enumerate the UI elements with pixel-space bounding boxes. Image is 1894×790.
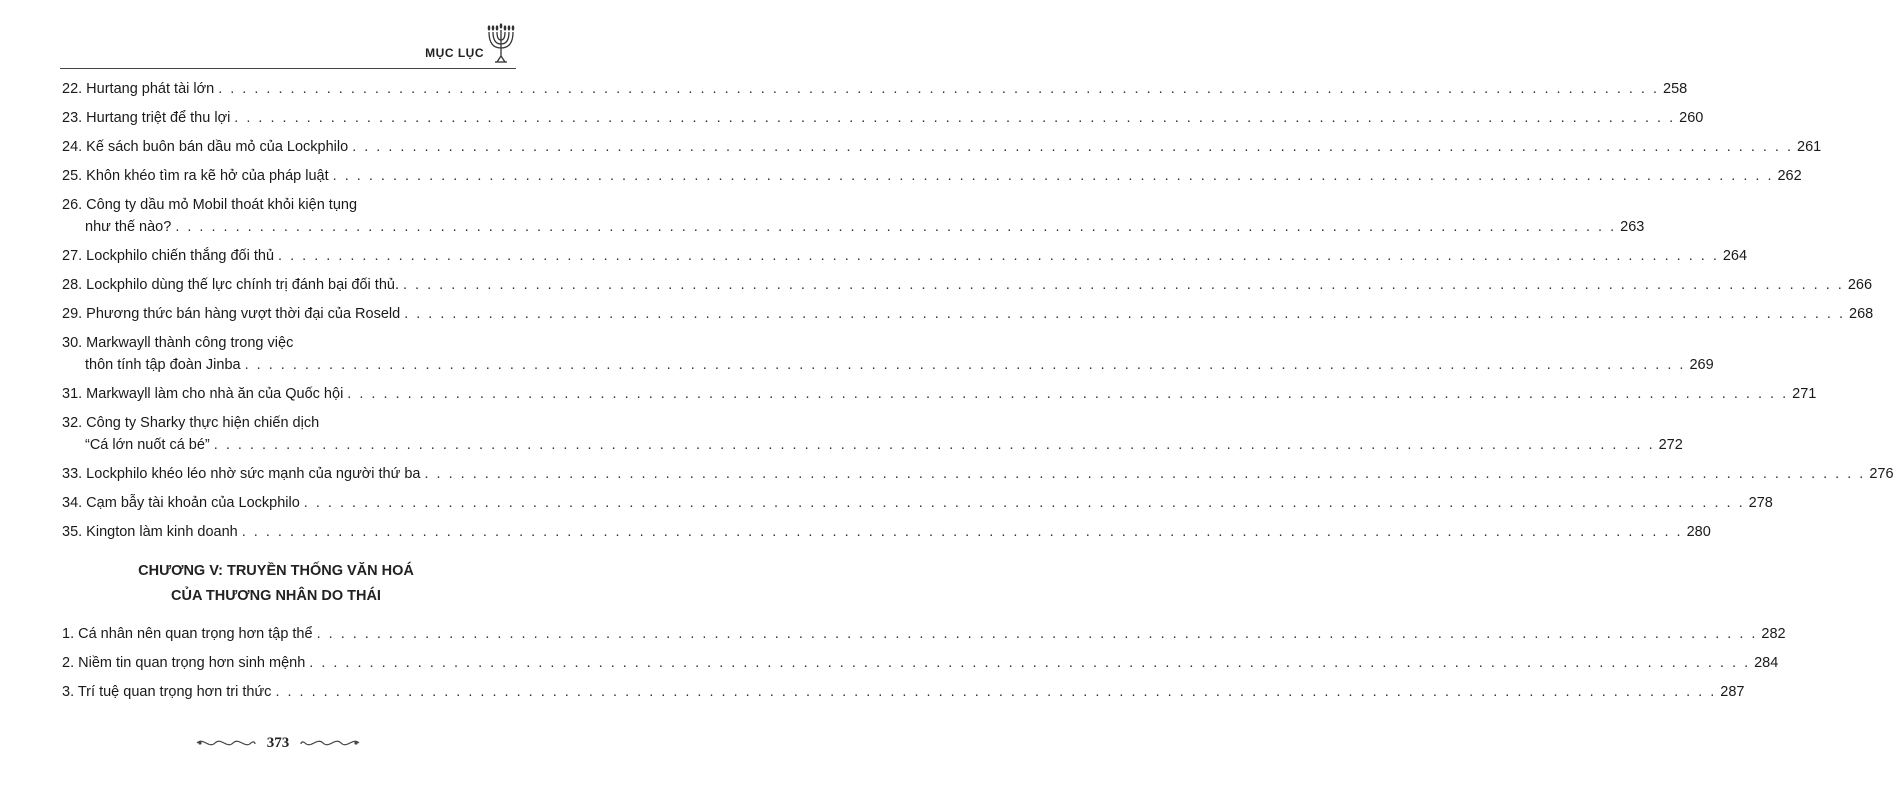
toc-entry <box>62 136 1822 158</box>
toc-entry-title: 31. Markwayll làm cho nhà ăn của Quốc hội <box>62 386 344 402</box>
toc-entry <box>62 623 1786 645</box>
toc-entry-title: 1. Cá nhân nên quan trọng hơn tập thể <box>62 626 313 642</box>
toc-entry-title: 35. Kington làm kinh doanh <box>62 524 238 540</box>
toc-entry-page-number: 280 <box>1686 524 1711 540</box>
menorah-icon <box>486 22 516 66</box>
toc-entry <box>62 78 1688 100</box>
dot-leader: . . . . . . . . . . . . . . . . . . . . . . . . . . . . . . . . . . . . . . . . . . . . . . . . . . . . . . . . . . . . . . . . . . . . . . . . . . . . . . . . . . . . . . . . . . . . . . . . . . . . . . . . . . . . . . . . . . . . . . . . <box>347 386 1789 402</box>
toc-entry <box>62 652 1779 674</box>
toc-entry-title: 28. Lockphilo dùng thế lực chính trị đánh bại đối thủ. <box>62 277 399 293</box>
dot-leader: . . . . . . . . . . . . . . . . . . . . . . . . . . . . . . . . . . . . . . . . . . . . . . . . . . . . . . . . . . . . . . . . . . . . . . . . . . . . . . . . . . . . . . . . . . . . . . . . . . . . . . . . . . . . . . . . . . . . . . . . <box>213 437 1655 453</box>
chapter-heading <box>62 559 490 609</box>
dot-leader: . . . . . . . . . . . . . . . . . . . . . . . . . . . . . . . . . . . . . . . . . . . . . . . . . . . . . . . . . . . . . . . . . . . . . . . . . . . . . . . . . . . . . . . . . . . . . . . . . . . . . . . . . . . . . . . . . . . . . . . . <box>275 684 1717 700</box>
toc-entry <box>62 194 1645 238</box>
dot-leader: . . . . . . . . . . . . . . . . . . . . . . . . . . . . . . . . . . . . . . . . . . . . . . . . . . . . . . . . . . . . . . . . . . . . . . . . . . . . . . . . . . . . . . . . . . . . . . . . . . . . . . . . . . . . . . . . . . . . . . . . <box>175 219 1617 235</box>
dot-leader: . . . . . . . . . . . . . . . . . . . . . . . . . . . . . . . . . . . . . . . . . . . . . . . . . . . . . . . . . . . . . . . . . . . . . . . . . . . . . . . . . . . . . . . . . . . . . . . . . . . . . . . . . . . . . . . . . . . . . . . . <box>303 495 1745 511</box>
toc-entry-row <box>62 383 1817 405</box>
toc-entry-title: 2. Niềm tin quan trọng hơn sinh mệnh <box>62 655 306 671</box>
toc-entry-title: 22. Hurtang phát tài lớn <box>62 81 215 97</box>
toc-entry-title-line: 32. Công ty Sharky thực hiện chiến dịch <box>62 415 320 431</box>
toc-entry-page-number: 262 <box>1777 168 1802 184</box>
toc-entry <box>62 274 1873 296</box>
dot-leader: . . . . . . . . . . . . . . . . . . . . . . . . . . . . . . . . . . . . . . . . . . . . . . . . . . . . . . . . . . . . . . . . . . . . . . . . . . . . . . . . . . . . . . . . . . . . . . . . . . . . . . . . . . . . . . . . . . . . . . . . <box>241 524 1683 540</box>
toc-entry-row <box>62 245 1748 267</box>
toc-entry <box>62 492 1773 514</box>
toc-entry-title: 33. Lockphilo khéo léo nhờ sức mạnh của người thứ ba <box>62 466 421 482</box>
toc-entry <box>62 107 1704 129</box>
chapter-heading-line-1: CHƯƠNG V: TRUYỀN THỐNG VĂN HOÁ <box>138 563 414 579</box>
toc-entry-page-number: 282 <box>1761 626 1786 642</box>
toc-entry-row <box>62 354 1714 376</box>
toc-entry <box>62 463 1894 485</box>
dot-leader: . . . . . . . . . . . . . . . . . . . . . . . . . . . . . . . . . . . . . . . . . . . . . . . . . . . . . . . . . . . . . . . . . . . . . . . . . . . . . . . . . . . . . . . . . . . . . . . . . . . . . . . . . . . . . . . . . . . . . . . . <box>403 277 1844 293</box>
toc-entry-row <box>62 492 1773 514</box>
toc-entry-title: 23. Hurtang triệt để thu lợi <box>62 110 231 126</box>
toc-entry-page-number: 271 <box>1792 386 1817 402</box>
toc-entry-page-number: 263 <box>1620 219 1645 235</box>
toc-entry-page-number: 287 <box>1720 684 1745 700</box>
toc-entry-page-number: 278 <box>1748 495 1773 511</box>
toc-entry-title: 24. Kế sách buôn bán dầu mỏ của Lockphilo <box>62 139 349 155</box>
table-of-contents <box>62 78 1894 710</box>
toc-entry-page-number: 272 <box>1658 437 1683 453</box>
running-header-title: MỤC LỤC <box>425 46 484 60</box>
toc-entry <box>62 303 1874 325</box>
page-footer <box>0 728 556 758</box>
dot-leader: . . . . . . . . . . . . . . . . . . . . . . . . . . . . . . . . . . . . . . . . . . . . . . . . . . . . . . . . . . . . . . . . . . . . . . . . . . . . . . . . . . . . . . . . . . . . . . . . . . . . . . . . . . . . . . . . . . . . . . . . <box>424 466 1866 482</box>
dot-leader: . . . . . . . . . . . . . . . . . . . . . . . . . . . . . . . . . . . . . . . . . . . . . . . . . . . . . . . . . . . . . . . . . . . . . . . . . . . . . . . . . . . . . . . . . . . . . . . . . . . . . . . . . . . . . . . . . . . . . . . . <box>244 357 1686 373</box>
dot-leader: . . . . . . . . . . . . . . . . . . . . . . . . . . . . . . . . . . . . . . . . . . . . . . . . . . . . . . . . . . . . . . . . . . . . . . . . . . . . . . . . . . . . . . . . . . . . . . . . . . . . . . . . . . . . . . . . . . . . . . . . <box>278 248 1719 264</box>
toc-entry <box>62 332 1714 376</box>
toc-entry-row <box>62 303 1874 325</box>
toc-entry-title-line: 26. Công ty dầu mỏ Mobil thoát khỏi kiện tụng <box>62 197 358 213</box>
toc-entry-title: 29. Phương thức bán hàng vượt thời đại của Roseld <box>62 306 401 322</box>
toc-entry-title-line: 30. Markwayll thành công trong việc <box>62 335 294 351</box>
toc-entry-row <box>62 78 1688 100</box>
dot-leader: . . . . . . . . . . . . . . . . . . . . . . . . . . . . . . . . . . . . . . . . . . . . . . . . . . . . . . . . . . . . . . . . . . . . . . . . . . . . . . . . . . . . . . . . . . . . . . . . . . . . . . . . . . . . . . . . . . . . . . . . <box>234 110 1676 126</box>
header-divider <box>60 68 516 69</box>
left-flourish-icon <box>195 736 257 750</box>
toc-entry <box>62 383 1817 405</box>
toc-entry-title: 25. Khôn khéo tìm ra kẽ hở của pháp luật <box>62 168 329 184</box>
toc-entry-title: như thế nào? <box>85 219 172 235</box>
dot-leader: . . . . . . . . . . . . . . . . . . . . . . . . . . . . . . . . . . . . . . . . . . . . . . . . . . . . . . . . . . . . . . . . . . . . . . . . . . . . . . . . . . . . . . . . . . . . . . . . . . . . . . . . . . . . . . . . . . . . . . . . <box>352 139 1794 155</box>
toc-entry-row <box>62 652 1779 674</box>
toc-entry <box>62 681 1745 703</box>
dot-leader: . . . . . . . . . . . . . . . . . . . . . . . . . . . . . . . . . . . . . . . . . . . . . . . . . . . . . . . . . . . . . . . . . . . . . . . . . . . . . . . . . . . . . . . . . . . . . . . . . . . . . . . . . . . . . . . . . . . . . . . . <box>309 655 1751 671</box>
chapter-heading-line-2: CỦA THƯƠNG NHÂN DO THÁI <box>171 588 381 604</box>
toc-entry-row <box>62 463 1894 485</box>
dot-leader: . . . . . . . . . . . . . . . . . . . . . . . . . . . . . . . . . . . . . . . . . . . . . . . . . . . . . . . . . . . . . . . . . . . . . . . . . . . . . . . . . . . . . . . . . . . . . . . . . . . . . . . . . . . . . . . . . . . . . . . . <box>404 306 1846 322</box>
toc-entry <box>62 412 1683 456</box>
toc-entry-page-number: 260 <box>1679 110 1704 126</box>
toc-list-chapter-v <box>62 623 1786 703</box>
toc-entry-row <box>62 136 1822 158</box>
toc-entry-row <box>62 681 1745 703</box>
toc-entry-page-number: 284 <box>1754 655 1779 671</box>
dot-leader: . . . . . . . . . . . . . . . . . . . . . . . . . . . . . . . . . . . . . . . . . . . . . . . . . . . . . . . . . . . . . . . . . . . . . . . . . . . . . . . . . . . . . . . . . . . . . . . . . . . . . . . . . . . . . . . . . . . . . . . . <box>218 81 1660 97</box>
toc-entry-page-number: 269 <box>1689 357 1714 373</box>
toc-entry-row <box>62 165 1802 187</box>
toc-entry-row <box>62 107 1704 129</box>
toc-entry-title: 3. Trí tuệ quan trọng hơn tri thức <box>62 684 272 700</box>
toc-entry-row <box>62 623 1786 645</box>
toc-entry-page-number: 264 <box>1722 248 1748 264</box>
toc-entry <box>62 165 1802 187</box>
dot-leader: . . . . . . . . . . . . . . . . . . . . . . . . . . . . . . . . . . . . . . . . . . . . . . . . . . . . . . . . . . . . . . . . . . . . . . . . . . . . . . . . . . . . . . . . . . . . . . . . . . . . . . . . . . . . . . . . . . . . . . . . <box>316 626 1758 642</box>
toc-list-chapter-iv <box>62 78 1894 543</box>
toc-entry-title: thôn tính tập đoàn Jinba <box>85 357 241 373</box>
toc-entry-row <box>62 216 1645 238</box>
toc-entry-page-number: 266 <box>1847 277 1873 293</box>
toc-entry-page-number: 268 <box>1849 306 1874 322</box>
page-number: 373 <box>266 734 290 751</box>
toc-entry-row <box>62 434 1683 456</box>
toc-entry-row <box>62 521 1711 543</box>
dot-leader: . . . . . . . . . . . . . . . . . . . . . . . . . . . . . . . . . . . . . . . . . . . . . . . . . . . . . . . . . . . . . . . . . . . . . . . . . . . . . . . . . . . . . . . . . . . . . . . . . . . . . . . . . . . . . . . . . . . . . . . . <box>332 168 1774 184</box>
toc-entry-title: 27. Lockphilo chiến thắng đối thủ <box>62 248 275 264</box>
right-flourish-icon <box>299 736 361 750</box>
toc-entry-row <box>62 274 1873 296</box>
toc-entry-page-number: 276 <box>1869 466 1894 482</box>
toc-entry <box>62 521 1711 543</box>
toc-entry-title: “Cá lớn nuốt cá bé” <box>85 437 210 453</box>
toc-entry-page-number: 258 <box>1663 81 1688 97</box>
toc-entry <box>62 245 1748 267</box>
toc-entry-title: 34. Cạm bẫy tài khoản của Lockphilo <box>62 495 300 511</box>
toc-entry-page-number: 261 <box>1797 139 1822 155</box>
page-header <box>0 22 556 72</box>
